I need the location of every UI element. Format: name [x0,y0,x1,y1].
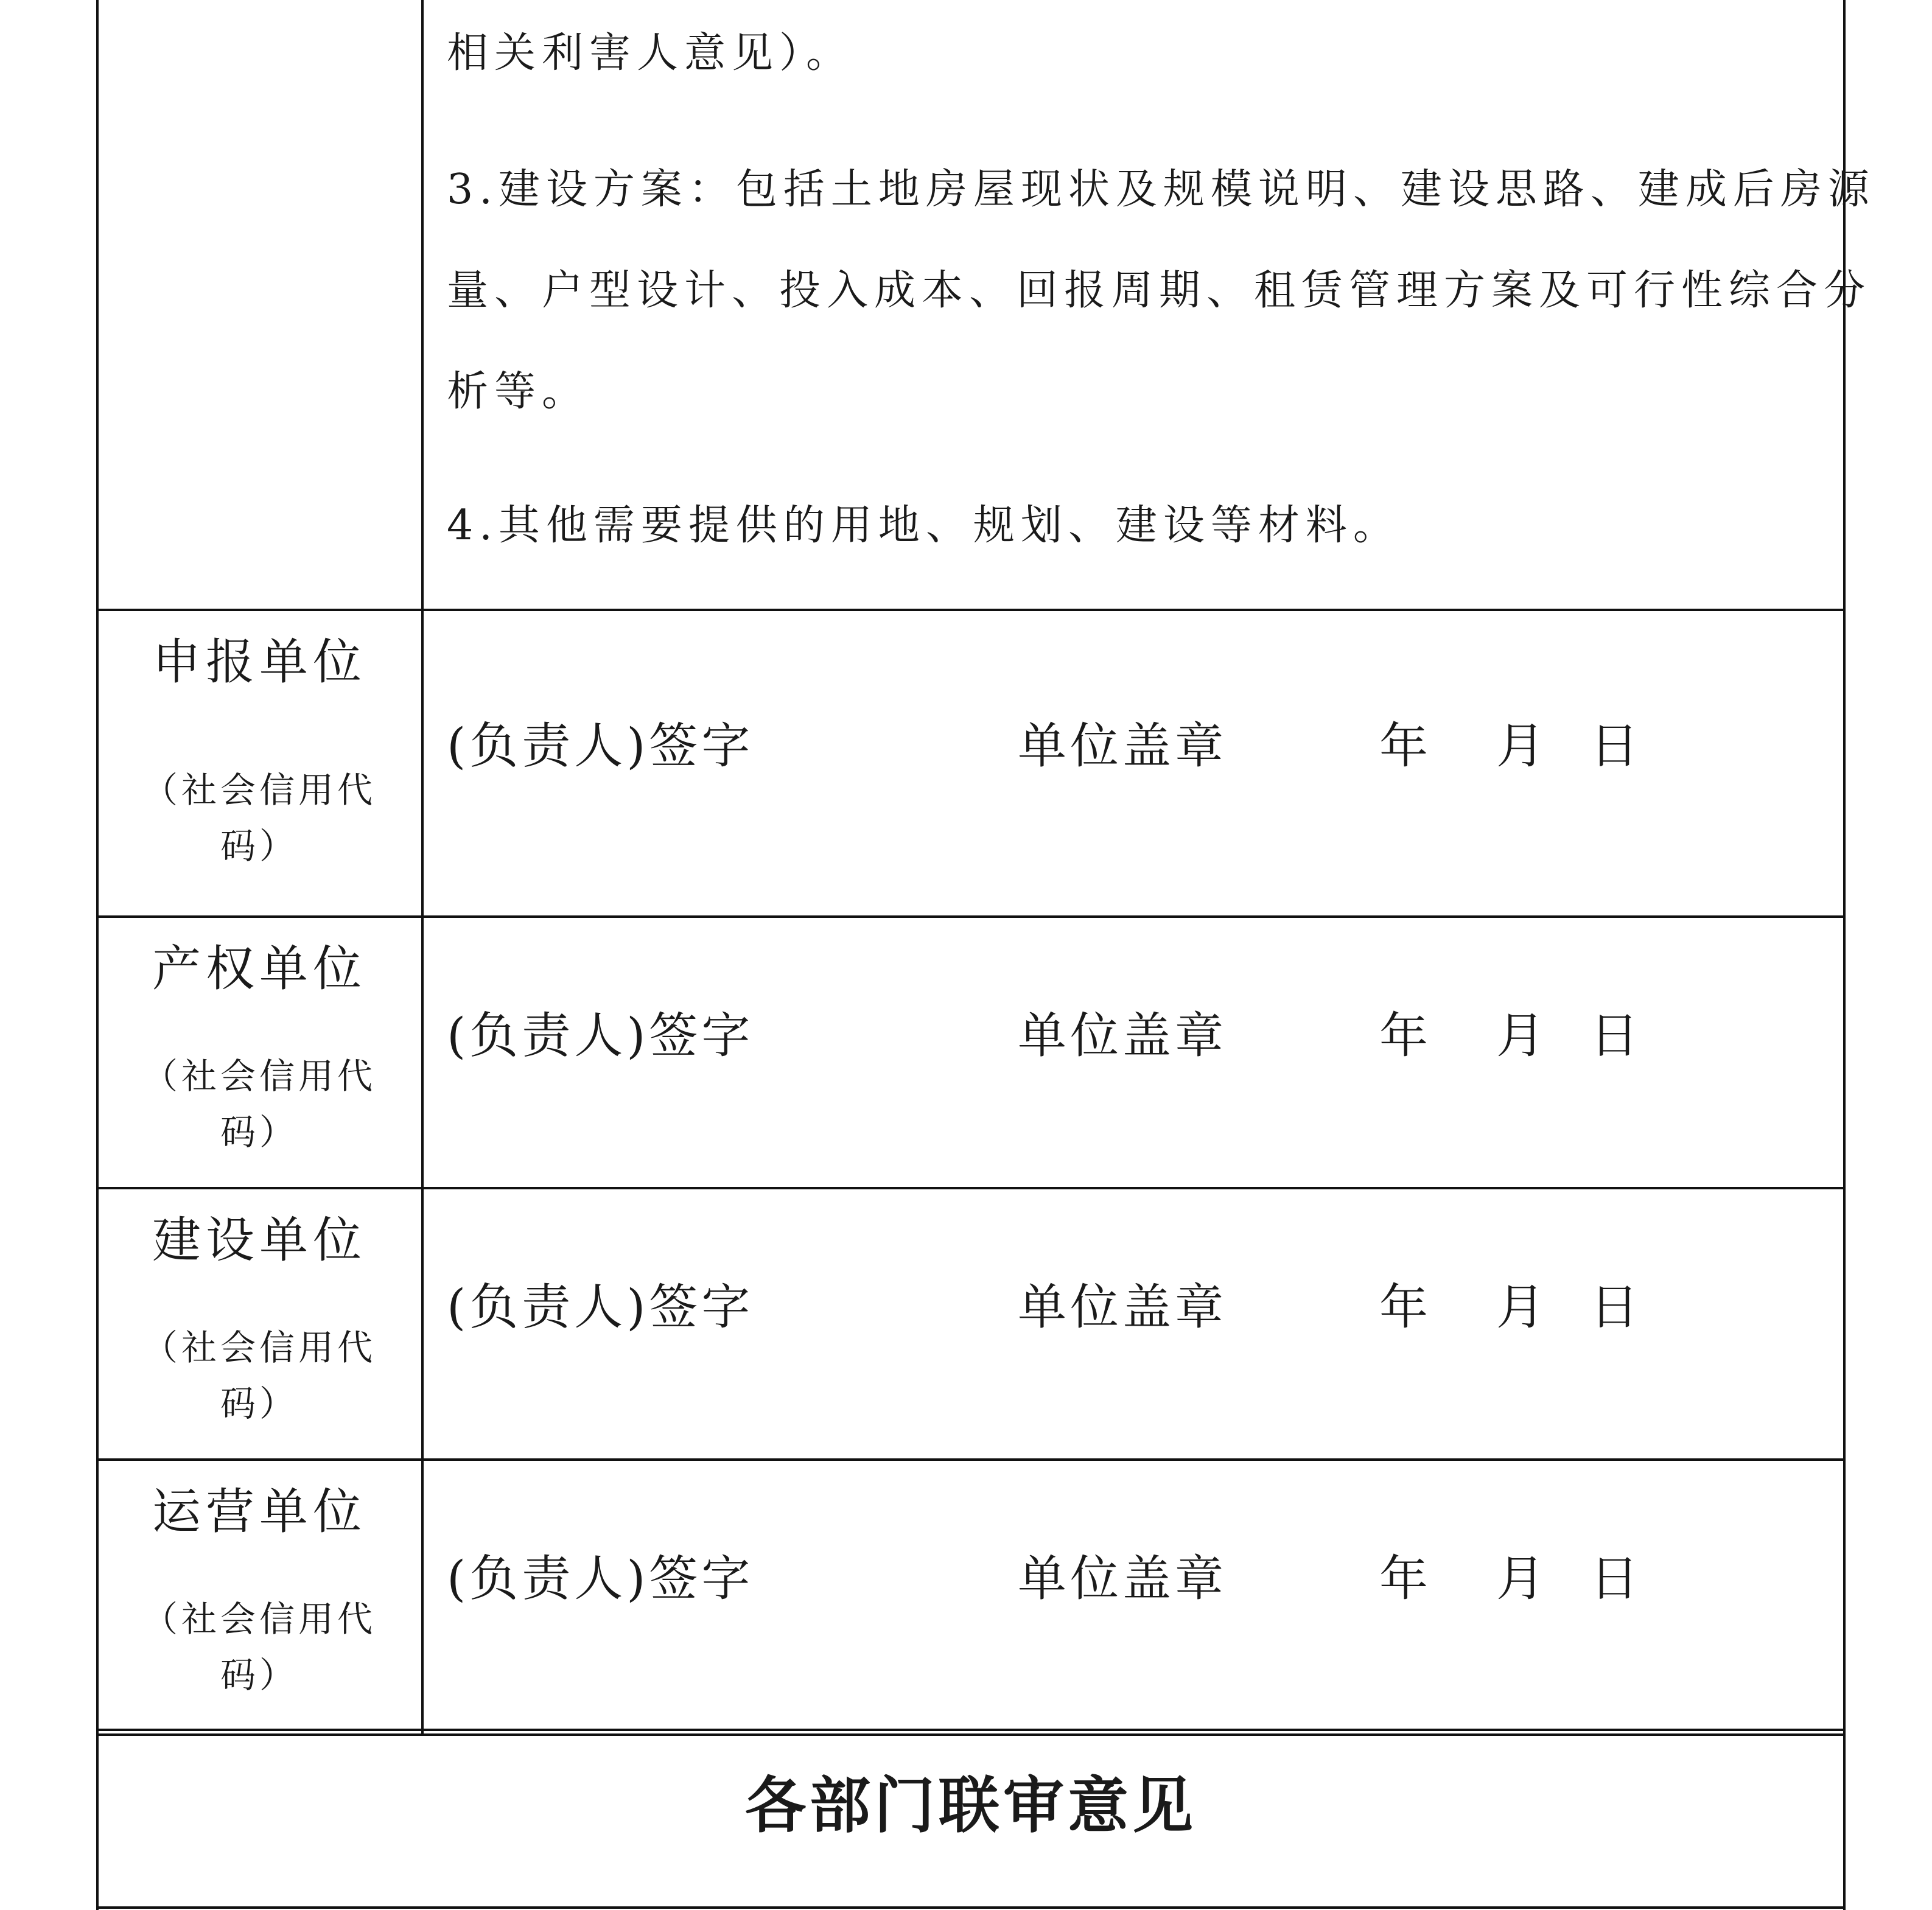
signer-field[interactable]: (负责人)签字 [447,1550,754,1607]
application-form-table [96,0,1875,1910]
credit-code-note [96,1048,422,1160]
requirement-line: 相关利害人意见）。 [447,29,854,77]
year-field[interactable]: 年 [1379,1279,1432,1335]
year-field[interactable]: 年 [1379,1550,1432,1607]
day-field[interactable]: 日 [1590,1550,1642,1607]
credit-code-note-line: 码） [220,1111,298,1153]
row-divider [96,609,1846,611]
signer-field[interactable]: (负责人)签字 [447,1007,754,1064]
credit-code-note [96,1591,422,1703]
row-divider [96,1733,1846,1736]
day-field[interactable]: 日 [1590,1279,1642,1335]
requirement-line: 4.其他需要提供的用地、规划、建设等材料。 [447,502,1401,550]
credit-code-note-line: （社会信用代 [142,1598,376,1640]
requirement-line: 析等。 [447,368,590,416]
requirement-line: 3.建设方案：包括土地房屋现状及规模说明、建设思路、建成后房源 [447,166,1875,214]
month-field[interactable]: 月 [1496,718,1549,774]
joint-review-title: 各部门联审意见 [745,1769,1197,1841]
credit-code-note-line: （社会信用代 [142,1327,376,1368]
row-divider [96,1187,1846,1189]
row-divider [96,1458,1846,1461]
day-field[interactable]: 日 [1590,718,1642,774]
credit-code-note-line: （社会信用代 [142,1055,376,1097]
seal-field[interactable]: 单位盖章 [1018,1279,1227,1335]
row-divider [96,915,1846,918]
row-divider [96,1729,1846,1731]
year-field[interactable]: 年 [1379,1007,1432,1064]
table-bottom-border [96,1906,1846,1909]
credit-code-note-line: 码） [220,825,298,867]
year-field[interactable]: 年 [1379,718,1432,774]
unit-label: 产权单位 [152,940,366,997]
credit-code-note-line: 码） [220,1383,298,1424]
signer-field[interactable]: (负责人)签字 [447,1279,754,1335]
signer-field[interactable]: (负责人)签字 [447,718,754,774]
unit-label: 运营单位 [152,1483,366,1540]
unit-label: 申报单位 [152,634,366,690]
seal-field[interactable]: 单位盖章 [1018,718,1227,774]
credit-code-note [96,1320,422,1432]
unit-label: 建设单位 [152,1212,366,1268]
credit-code-note-line: （社会信用代 [142,769,376,811]
seal-field[interactable]: 单位盖章 [1018,1007,1227,1064]
month-field[interactable]: 月 [1496,1279,1549,1335]
month-field[interactable]: 月 [1496,1007,1549,1064]
credit-code-note-line: 码） [220,1654,298,1696]
seal-field[interactable]: 单位盖章 [1018,1550,1227,1607]
credit-code-note [96,762,422,874]
month-field[interactable]: 月 [1496,1550,1549,1607]
day-field[interactable]: 日 [1590,1007,1642,1064]
requirement-line: 量、户型设计、投入成本、回报周期、租赁管理方案及可行性综合分 [447,267,1872,315]
